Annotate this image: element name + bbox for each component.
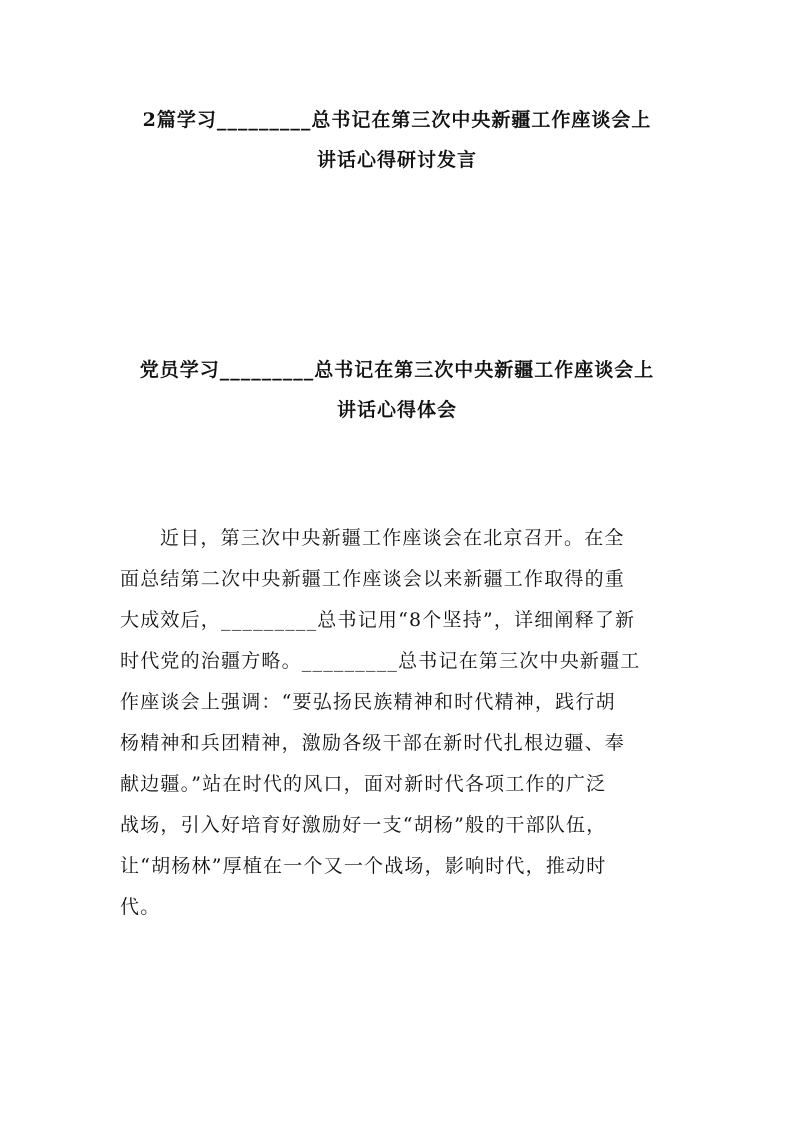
- title-secondary-line-1: 党员学习_________总书记在第三次中央新疆工作座谈会上: [139, 359, 655, 381]
- paragraph-line: 大成效后，_________总书记用“8个坚持”，详细阐释了新: [120, 609, 636, 631]
- paragraph-line: 面总结第二次中央新疆工作座谈会以来新疆工作取得的重: [120, 568, 626, 590]
- paragraph-line: 近日，第三次中央新疆工作座谈会在北京召开。在全: [160, 527, 625, 549]
- paragraph-line: 杨精神和兵团精神，激励各级干部在新时代扎根边疆、奉: [120, 732, 626, 754]
- paragraph-line: 献边疆。”站在时代的风口，面对新时代各项工作的广泛: [120, 773, 607, 795]
- body-paragraph: [120, 518, 680, 928]
- paragraph-line: 让“胡杨林”厚植在一个又一个战场，影响时代，推动时: [120, 855, 607, 877]
- document-title-primary: [0, 100, 794, 180]
- document-title-secondary: [0, 350, 794, 430]
- paragraph-line: 作座谈会上强调：“要弘扬民族精神和时代精神，践行胡: [120, 691, 616, 713]
- title-secondary-line-2: 讲话心得体会: [336, 399, 457, 421]
- title-primary-line-1: 2篇学习_________总书记在第三次中央新疆工作座谈会上: [142, 109, 652, 131]
- paragraph-line: 代。: [120, 896, 161, 918]
- paragraph-line: 时代党的治疆方略。_________总书记在第三次中央新疆工: [120, 650, 641, 672]
- paragraph-line: 战场，引入好培育好激励好一支“胡杨”般的干部队伍，: [120, 814, 607, 836]
- title-primary-line-2: 讲话心得研讨发言: [316, 149, 477, 171]
